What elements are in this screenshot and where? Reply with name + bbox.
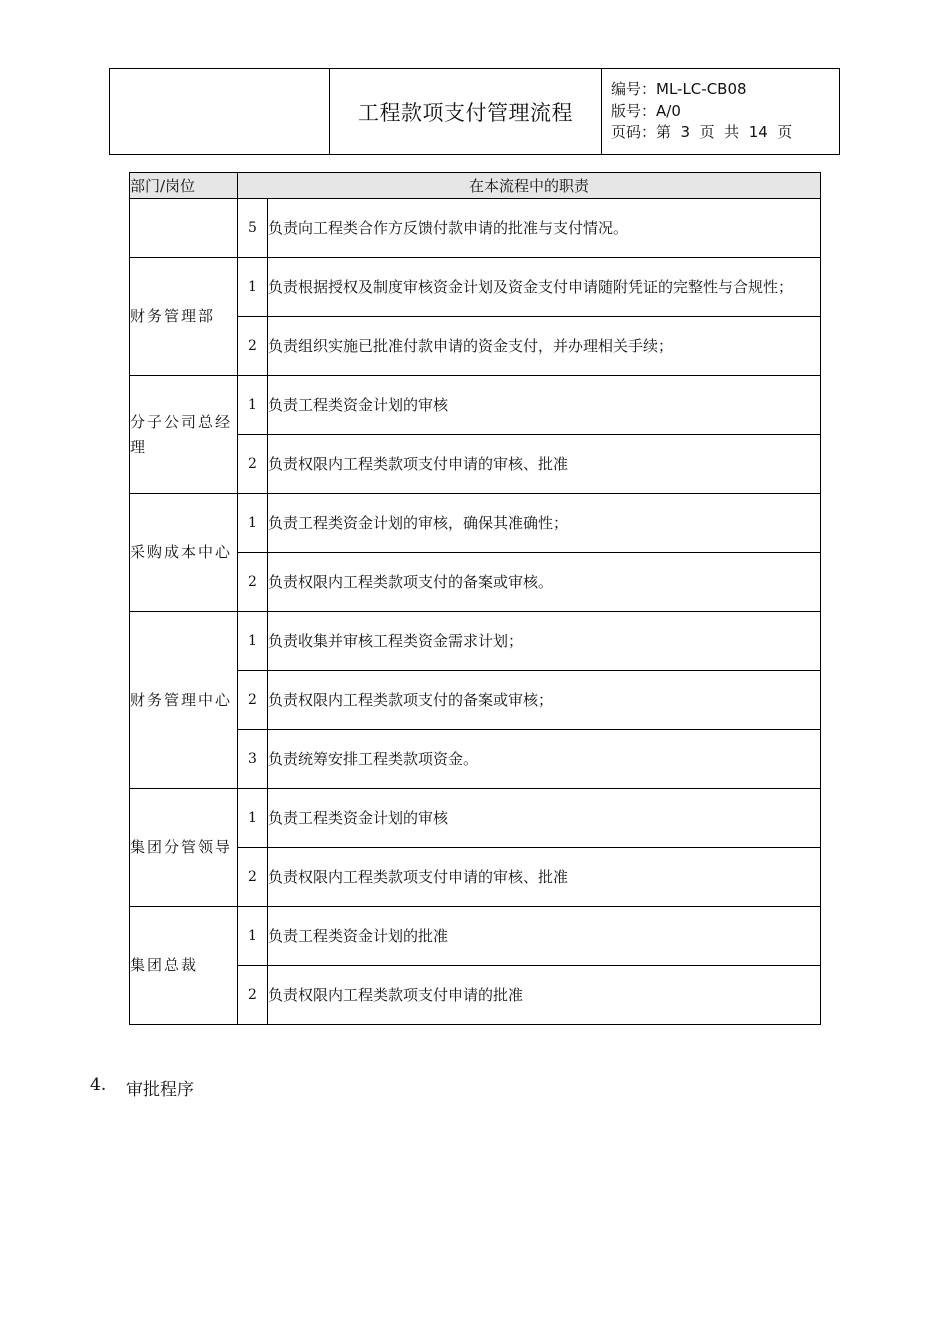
document-version: 版号：A/0 bbox=[611, 101, 681, 120]
item-number: 2 bbox=[238, 671, 268, 730]
item-number: 1 bbox=[238, 612, 268, 671]
dept-cell: 采购成本中心 bbox=[130, 494, 238, 612]
item-number: 2 bbox=[238, 317, 268, 376]
duty-text: 负责工程类资金计划的审核 bbox=[268, 789, 821, 848]
dept-cell bbox=[130, 199, 238, 258]
dept-cell: 集团分管领导 bbox=[130, 789, 238, 907]
page-indicator: 页码：第 3 页 共 14 页 bbox=[611, 123, 793, 141]
duty-text: 负责统筹安排工程类款项资金。 bbox=[268, 730, 821, 789]
column-header-duty: 在本流程中的职责 bbox=[238, 173, 821, 199]
item-number: 1 bbox=[238, 258, 268, 317]
table-row bbox=[130, 612, 821, 671]
item-number: 2 bbox=[238, 435, 268, 494]
duty-text: 负责工程类资金计划的审核，确保其准确性； bbox=[268, 494, 821, 553]
section-heading bbox=[90, 1075, 194, 1100]
item-number: 5 bbox=[238, 199, 268, 258]
document-meta bbox=[602, 69, 839, 154]
duty-text: 负责权限内工程类款项支付申请的审核、批准 bbox=[268, 435, 821, 494]
item-number: 3 bbox=[238, 730, 268, 789]
duty-text: 负责工程类资金计划的审核 bbox=[268, 376, 821, 435]
duty-text: 负责根据授权及制度审核资金计划及资金支付申请随附凭证的完整性与合规性； bbox=[268, 258, 821, 317]
section-number: 4. bbox=[90, 1075, 107, 1095]
document-code: 编号：ML-LC-CB08 bbox=[611, 80, 747, 98]
section-title: 审批程序 bbox=[126, 1080, 194, 1100]
duty-text: 负责工程类资金计划的批准 bbox=[268, 907, 821, 966]
dept-cell: 集团总裁 bbox=[130, 907, 238, 1025]
item-number: 2 bbox=[238, 553, 268, 612]
duty-text: 负责向工程类合作方反馈付款申请的批准与支付情况。 bbox=[268, 199, 821, 258]
duty-text: 负责组织实施已批准付款申请的资金支付，并办理相关手续； bbox=[268, 317, 821, 376]
document-header bbox=[109, 68, 840, 155]
table-row bbox=[130, 376, 821, 435]
logo-cell bbox=[110, 69, 330, 154]
item-number: 2 bbox=[238, 848, 268, 907]
dept-cell: 财务管理中心 bbox=[130, 612, 238, 789]
duty-text: 负责权限内工程类款项支付的备案或审核。 bbox=[268, 553, 821, 612]
duty-text: 负责权限内工程类款项支付申请的批准 bbox=[268, 966, 821, 1025]
table-row bbox=[130, 494, 821, 553]
table-row bbox=[130, 258, 821, 317]
duty-text: 负责收集并审核工程类资金需求计划； bbox=[268, 612, 821, 671]
table-row bbox=[130, 789, 821, 848]
column-header-dept: 部门/岗位 bbox=[130, 173, 238, 199]
item-number: 2 bbox=[238, 966, 268, 1025]
document-title: 工程款项支付管理流程 bbox=[330, 69, 602, 154]
dept-cell: 分子公司总经理 bbox=[130, 376, 238, 494]
table-row bbox=[130, 199, 821, 258]
dept-cell: 财务管理部 bbox=[130, 258, 238, 376]
table-row bbox=[130, 907, 821, 966]
duty-text: 负责权限内工程类款项支付申请的审核、批准 bbox=[268, 848, 821, 907]
duty-text: 负责权限内工程类款项支付的备案或审核； bbox=[268, 671, 821, 730]
item-number: 1 bbox=[238, 789, 268, 848]
responsibility-table bbox=[129, 172, 821, 1025]
item-number: 1 bbox=[238, 494, 268, 553]
item-number: 1 bbox=[238, 907, 268, 966]
item-number: 1 bbox=[238, 376, 268, 435]
